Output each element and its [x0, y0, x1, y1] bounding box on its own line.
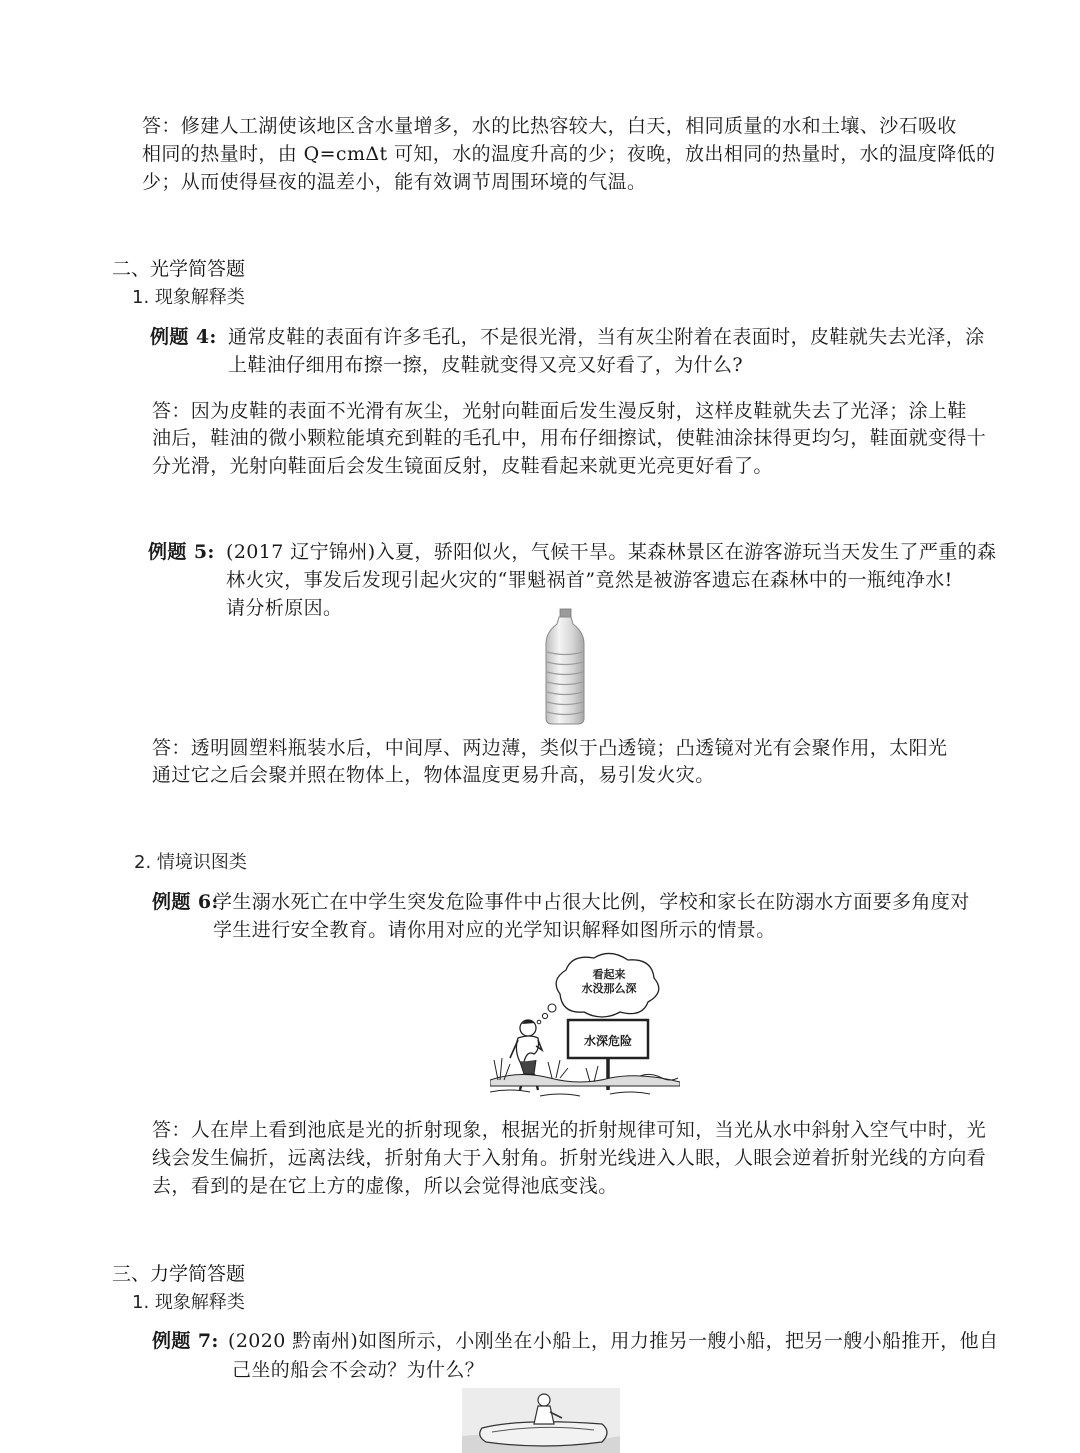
- question-line: 请分析原因。: [226, 597, 343, 619]
- answer-line: 通过它之后会聚并照在物体上，物体温度更易升高，易引发火灾。: [152, 764, 715, 786]
- question-line: (2017 辽宁锦州)入夏，骄阳似火，气候干旱。某森林景区在游客游玩当天发生了严重的森: [226, 541, 997, 563]
- subsection-heading: 1. 现象解释类: [132, 287, 245, 308]
- question-line: 林火灾，事发后发现引起火灾的“罪魁祸首”竟然是被游客遗忘在森林中的一瓶纯净水!: [226, 569, 953, 591]
- answer-line: 答：透明圆塑料瓶装水后，中间厚、两边薄，类似于凸透镜；凸透镜对光有会聚作用，太阳光: [152, 737, 948, 759]
- answer-line: 答：人在岸上看到池底是光的折射现象，根据光的折射规律可知，当光从水中斜射入空气中时，光: [152, 1119, 987, 1141]
- section-heading-optics: 二、光学简答题: [112, 258, 246, 280]
- boat-figure: [462, 1388, 620, 1453]
- thought-line: 水没那么深: [581, 982, 637, 995]
- question-line: 学生进行安全教育。请你用对应的光学知识解释如图所示的情景。: [213, 919, 776, 941]
- water-bottle-figure: [540, 608, 590, 726]
- question-line: 学生溺水死亡在中学生突发危险事件中占很大比例，学校和家长在防溺水方面要多角度对: [213, 891, 970, 913]
- thought-bubble-text: [574, 968, 644, 996]
- subsection-heading: 2. 情境识图类: [134, 852, 247, 873]
- example-label: 例题 4:: [150, 326, 217, 348]
- question-line: 通常皮鞋的表面有许多毛孔，不是很光滑，当有灰尘附着在表面时，皮鞋就失去光泽，涂: [228, 326, 985, 348]
- answer-line: 线会发生偏折，远离法线，折射角大于入射角。折射光线进入人眼，人眼会逆着折射光线的方向看: [152, 1147, 987, 1169]
- example-label: 例题 5:: [148, 541, 215, 563]
- answer-line: 答：因为皮鞋的表面不光滑有灰尘，光射向鞋面后发生漫反射，这样皮鞋就失去了光泽；涂上鞋: [152, 400, 967, 422]
- answer-line: 去，看到的是在它上方的虚像，所以会觉得池底变浅。: [152, 1175, 618, 1197]
- answer-line: 油后，鞋油的微小颗粒能填充到鞋的毛孔中，用布仔细擦试，使鞋油涂抹得更均匀，鞋面就变得十: [152, 427, 987, 449]
- answer-line: 少；从而使得昼夜的温差小，能有效调节周围环境的气温。: [142, 171, 647, 193]
- drowning-warning-figure: [490, 950, 680, 1100]
- question-line: 上鞋油仔细用布擦一擦，皮鞋就变得又亮又好看了，为什么?: [228, 354, 743, 376]
- question-line: (2020 黔南州)如图所示，小刚坐在小船上，用力推另一艘小船，把另一艘小船推开，他自: [228, 1330, 999, 1352]
- subsection-heading: 1. 现象解释类: [132, 1292, 245, 1313]
- question-line: 己坐的船会不会动？为什么？: [232, 1359, 485, 1381]
- section-heading-mechanics: 三、力学简答题: [112, 1263, 246, 1285]
- answer-line: 答：修建人工湖使该地区含水量增多，水的比热容较大，白天，相同质量的水和土壤、沙石吸收: [142, 115, 957, 137]
- warning-sign-text: 水深危险: [583, 1034, 632, 1048]
- answer-line: 相同的热量时，由 Q=cmΔt 可知，水的温度升高的少；夜晚，放出相同的热量时，水的温度降低的: [142, 143, 996, 165]
- answer-line: 分光滑，光射向鞋面后会发生镜面反射，皮鞋看起来就更光亮更好看了。: [152, 455, 773, 477]
- example-label: 例题 6:: [152, 891, 219, 913]
- example-label: 例题 7:: [152, 1330, 219, 1352]
- thought-line: 看起来: [592, 968, 626, 981]
